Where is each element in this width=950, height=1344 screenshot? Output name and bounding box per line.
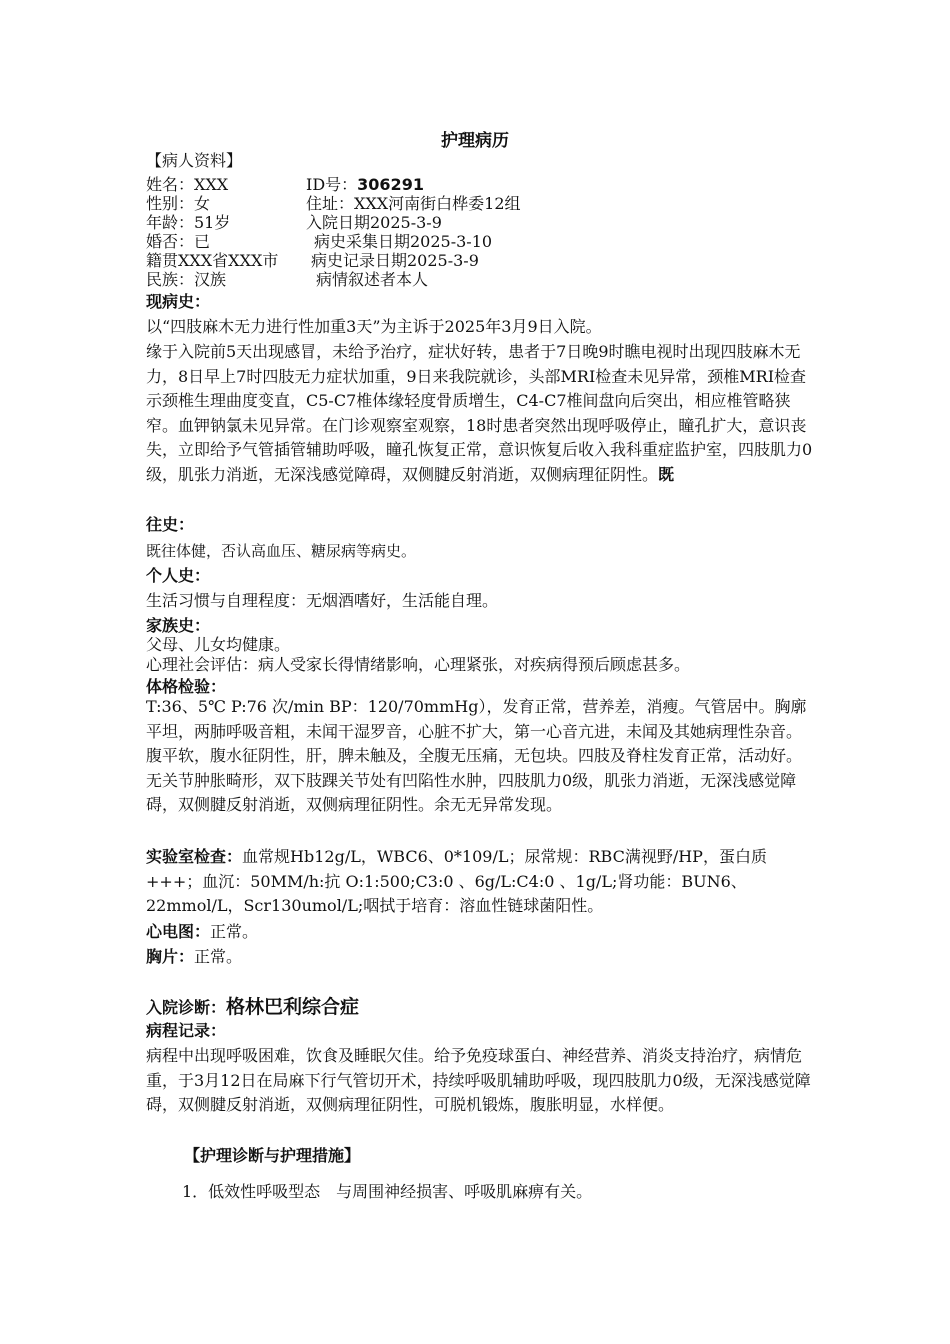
info-left: 年龄：51岁 — [146, 213, 231, 232]
exam-heading: 体格检验： — [146, 677, 227, 696]
personal-history-text: 生活习惯与自理程度：无烟酒嗜好，生活能自理。 — [146, 591, 499, 610]
info-left: 姓名：XXX — [146, 175, 229, 194]
nursing-item-1: 1．低效性呼吸型态 与周围神经损害、呼吸肌麻痹有关。 — [182, 1182, 593, 1201]
info-left: 民族：汉族 — [146, 270, 227, 289]
lab-text: 实验室检查：血常规Hb12g/L，WBC6、0*109/L；尿常规：RBC满视野/HP，蛋白质+++；血沉：50MM/h:抗 O:1:500;C3:0 、6g/L:C4:0 、1g/L;肾功能：BUN6、22mmol/L，Scr130umol/L;咽拭于培育：溶血性链球菌阳性。 — [146, 847, 767, 915]
course-heading: 病程记录： — [146, 1021, 227, 1040]
info-row-gender — [146, 194, 521, 213]
info-right: 病情叙述者本人 — [316, 270, 429, 289]
family-history-heading: 家族史： — [146, 616, 211, 635]
info-right: 入院日期2025-3-9 — [306, 213, 442, 232]
info-row-marital — [146, 232, 493, 251]
present-history-p1: 以“四肢麻木无力进行性加重3天”为主诉于2025年3月9日入院。 — [146, 317, 602, 336]
info-right: ID号：306291 — [306, 175, 424, 194]
info-row-name — [146, 175, 424, 194]
info-right: 病史记录日期2025-3-9 — [311, 251, 479, 270]
present-history-heading: 现病史： — [146, 292, 211, 311]
patient-section-heading: 【病人资料】 — [146, 151, 243, 170]
chest-line: 胸片：正常。 — [146, 947, 243, 966]
nursing-heading: 【护理诊断与护理措施】 — [184, 1146, 361, 1165]
present-history-p2: 缘于入院前5天出现感冒，未给予治疗，症状好转，患者于7日晚9时瞧电视时出现四肢麻木无力，8日早上7时四肢无力症状加重，9日来我院就诊，头部MRI检查未见异常，颈椎MRI检查示颈椎生理曲度变直，C5-C7椎体缘轻度骨质增生，C4-C7椎间盘向后突出，相应椎管略狭窄。血钾钠氯未见异常。在门诊观察室观察，18时患者突然出现呼吸停止，瞳孔扩大，意识丧失，立即给予气管插管辅助呼吸，瞳孔恢复正常，意识恢复后收入我科重症监护室，四肢肌力0级，肌张力消逝，无深浅感觉障碍，双侧腱反射消逝，双侧病理征阴性。既 — [146, 342, 813, 484]
info-row-native — [146, 251, 479, 270]
family-history-text: 父母、儿女均健康。 — [146, 635, 291, 654]
info-left: 性别：女 — [146, 194, 211, 213]
page-title: 护理病历 — [441, 131, 509, 151]
info-left: 籍贯XXX省XXX市 — [146, 251, 279, 270]
course-text: 病程中出现呼吸困难，饮食及睡眠欠佳。给予免疫球蛋白、神经营养、消炎支持治疗，病情危重，于3月12日在局麻下行气管切开术，持续呼吸肌辅助呼吸，现四肢肌力0级，无深浅感觉障碍，双侧腱反射消逝，双侧病理征阴性，可脱机锻炼，腹胀明显，水样便。 — [146, 1046, 811, 1114]
past-history-heading: 往史： — [146, 515, 195, 534]
info-right: 病史采集日期2025-3-10 — [314, 232, 493, 251]
info-left: 婚否：已 — [146, 232, 211, 251]
ecg-line: 心电图：正常。 — [146, 922, 259, 941]
past-history-text: 既往体健，否认高血压、糖尿病等病史。 — [146, 542, 417, 560]
info-right: 住址：XXX河南街白桦委12组 — [306, 194, 521, 213]
info-row-ethnicity — [146, 270, 429, 289]
psych-assessment: 心理社会评估：病人受家长得情绪影响，心理紧张，对疾病得预后顾虑甚多。 — [146, 655, 691, 674]
info-row-age — [146, 213, 442, 232]
personal-history-heading: 个人史： — [146, 566, 211, 585]
exam-text: T:36、5℃ P:76 次/min BP：120/70mmHg），发育正常，营养差，消瘦。气管居中。胸廓平坦，两肺呼吸音粗，未闻干湿罗音，心脏不扩大，第一心音亢进，未闻及其她病理性杂音。腹平软，腹水征阴性，肝，脾未触及，全腹无压痛，无包块。四肢及脊柱发育正常，活动好。无关节肿胀畸形，双下肢踝关节处有凹陷性水肿，四肢肌力0级，肌张力消逝，无深浅感觉障碍，双侧腱反射消逝，双侧病理征阴性。余无无异常发现。 — [146, 697, 807, 814]
admission-diagnosis: 入院诊断：格林巴利综合症 — [146, 996, 360, 1018]
